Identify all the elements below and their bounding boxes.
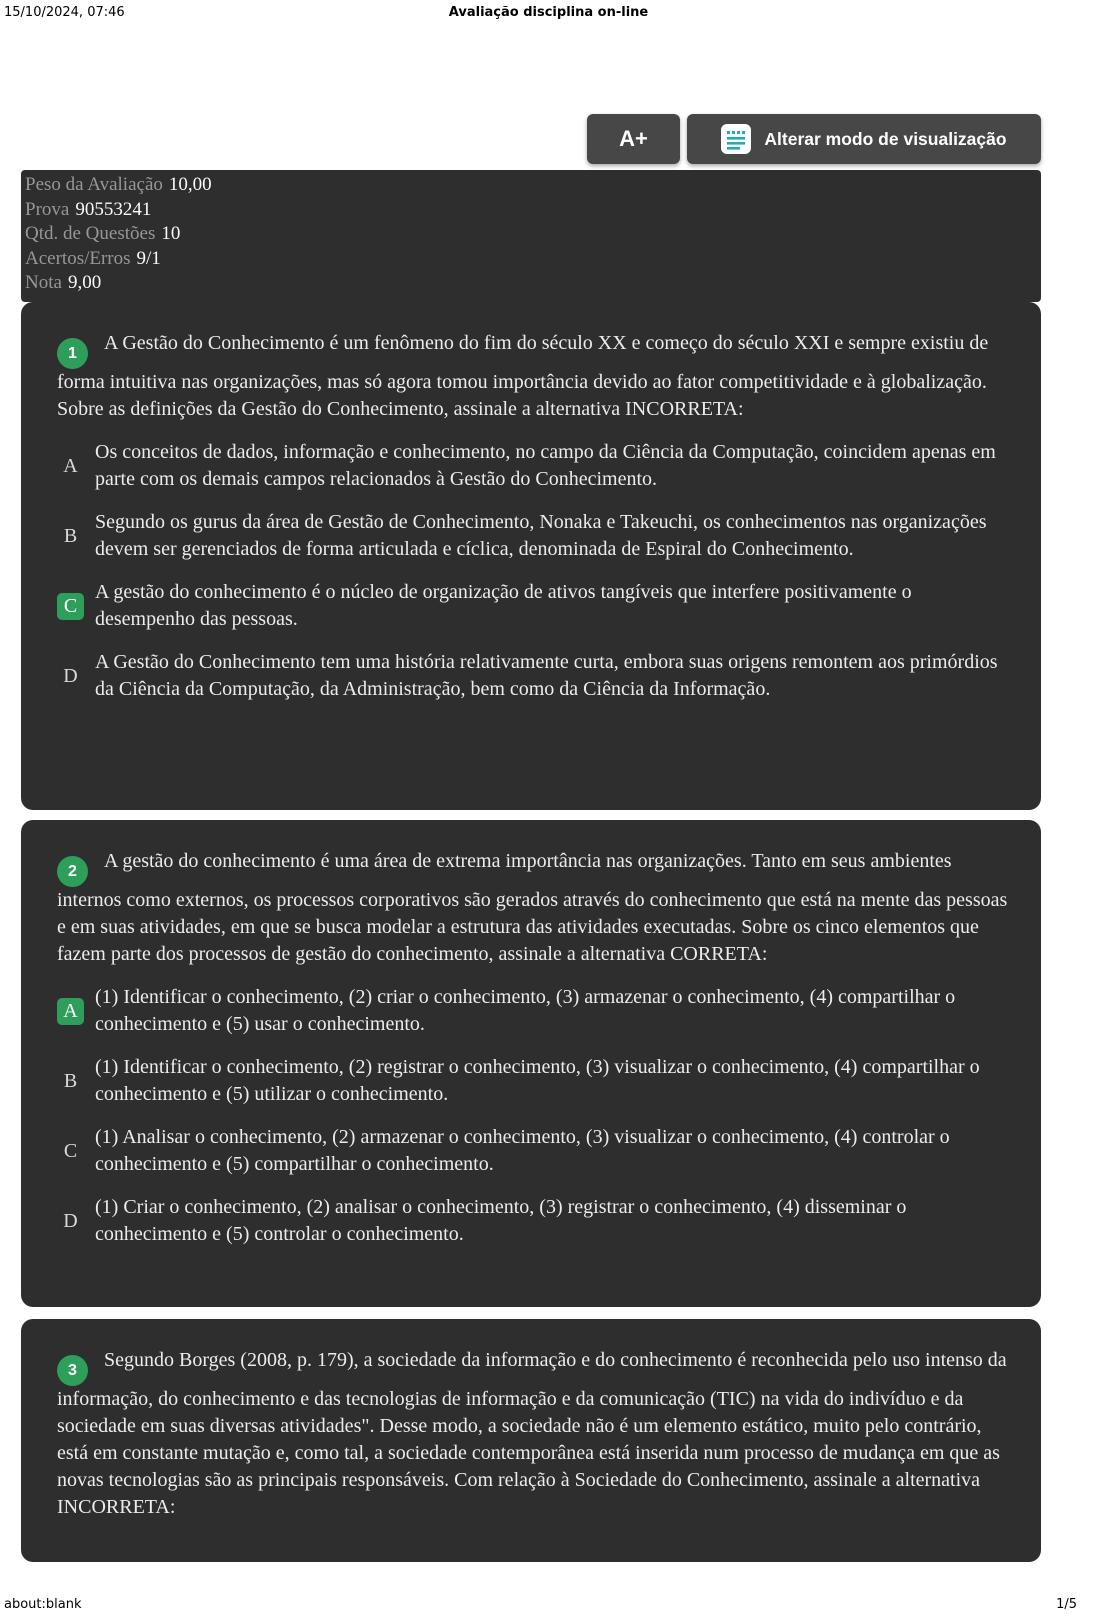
print-url: about:blank [4,1597,82,1612]
options-list [57,984,1011,1248]
print-header [0,5,1097,25]
option-text: (1) Criar o conhecimento, (2) analisar o conhecimento, (3) registrar o conhecimento, (4) disseminar o conhecimento e (5) controlar o conhecimento. [95,1196,907,1245]
options-list [57,439,1011,703]
option-text: Segundo os gurus da área de Gestão de Conhecimento, Nonaka e Takeuchi, os conhecimentos nas organizações devem ser gerenciados de forma articulada e cíclica, denominada de Espiral do Conhecimento. [95,511,987,560]
question-number-badge: 2 [57,856,88,887]
summary-label: Nota [25,272,62,294]
summary-label: Acertos/Erros [25,247,131,269]
option-text: A Gestão do Conhecimento tem uma história relativamente curta, embora suas origens remontem aos primórdios da Ciência da Computação, da Administração, bem como da Ciência da Informação. [95,651,998,700]
summary-row [25,173,1031,198]
question-block-1 [21,302,1041,810]
option-letter: D [63,664,78,687]
view-mode-label: Alterar modo de visualização [764,128,1007,149]
question-text: 3 Segundo Borges (2008, p. 179), a sociedade da informação e do conhecimento é reconhecida pelo uso intenso da informação, do conhecimento e das tecnologias de informação e da comunicação (TIC) na vida do indivíduo e da sociedade em suas diversas atividades". Desse modo, a sociedade não é um elemento estático, muito pelo contrário, está em constante mutação e, como tal, a sociedade contemporânea está inserida num processo de mudança em que as novas tecnologias são as principais responsáveis. Com relação à Sociedade do Conhecimento, assinale a alternativa INCORRETA: [57,1349,1007,1518]
view-mode-button[interactable] [687,114,1041,164]
option-row [57,579,1011,633]
option-letter-correct: C [57,593,84,620]
question-text: 1 A Gestão do Conhecimento é um fenômeno do fim do século XX e começo do século XXI e sempre existiu de forma intuitiva nas organizações, mas só agora tomou importância devido ao fator competitividade e à globalização. Sobre as definições da Gestão do Conhecimento, assinale a alternativa INCORRETA: [57,332,989,420]
option-text: A gestão do conhecimento é o núcleo de organização de ativos tangíveis que interfere positivamente o desempenho das pessoas. [95,581,912,630]
print-title: Avaliação disciplina on-line [448,5,649,20]
summary-value: 9,00 [67,272,102,294]
option-row [57,439,1011,493]
option-row [57,984,1011,1038]
option-row [57,1054,1011,1108]
option-letter-correct: A [57,998,84,1025]
option-letter: C [63,1139,78,1162]
summary-row [25,198,1031,223]
summary-value: 10,00 [168,174,212,195]
print-timestamp: 15/10/2024, 07:46 [4,5,125,20]
option-text: (1) Analisar o conhecimento, (2) armazenar o conhecimento, (3) visualizar o conhecimento, (4) controlar o conhecimento e (5) compartilhar o conhecimento. [95,1126,950,1175]
option-text: Os conceitos de dados, informação e conhecimento, no campo da Ciência da Computação, coincidem apenas em parte com os demais campos relacionados à Gestão do Conhecimento. [95,441,996,490]
question-text: 2 A gestão do conhecimento é uma área de extrema importância nas organizações. Tanto em seus ambientes internos como externos, os processos corporativos são gerados através do conhecimento que está na mente das pessoas e em suas atividades, em que se busca modelar a estrutura das atividades executadas. Sobre os cinco elementos que fazem parte dos processos de gestão do conhecimento, assinale a alternativa CORRETA: [57,850,1008,965]
option-row [57,1194,1011,1248]
exam-summary [21,170,1041,302]
summary-row [25,271,1031,296]
summary-label: Qtd. de Questões [25,223,156,245]
question-block-2 [21,820,1041,1307]
summary-row [25,222,1031,247]
option-row [57,1124,1011,1178]
summary-value: 9/1 [136,247,161,269]
question-block-3 [21,1319,1041,1562]
option-row [57,509,1011,563]
question-number-badge: 3 [57,1355,88,1386]
summary-label: Prova [25,198,70,220]
option-letter: D [63,1209,78,1232]
summary-value: 90553241 [75,198,152,220]
print-footer [0,1597,1097,1615]
toolbar [587,114,1041,164]
font-size-button[interactable]: A+ [587,114,680,164]
option-text: (1) Identificar o conhecimento, (2) criar o conhecimento, (3) armazenar o conhecimento, (4) compartilhar o conhecimento e (5) usar o conhecimento. [95,986,956,1035]
option-letter: B [63,524,78,547]
summary-label: Peso da Avaliação [25,174,163,195]
reader-mode-icon [721,124,751,154]
print-page-number: 1/5 [1056,1597,1077,1612]
summary-value: 10 [161,223,181,245]
option-letter: A [63,454,78,477]
summary-row [25,247,1031,272]
option-text: (1) Identificar o conhecimento, (2) registrar o conhecimento, (3) visualizar o conhecimento, (4) compartilhar o conhecimento e (5) utilizar o conhecimento. [95,1056,980,1105]
option-row [57,649,1011,703]
question-number-badge: 1 [57,338,88,369]
option-letter: B [63,1069,78,1092]
